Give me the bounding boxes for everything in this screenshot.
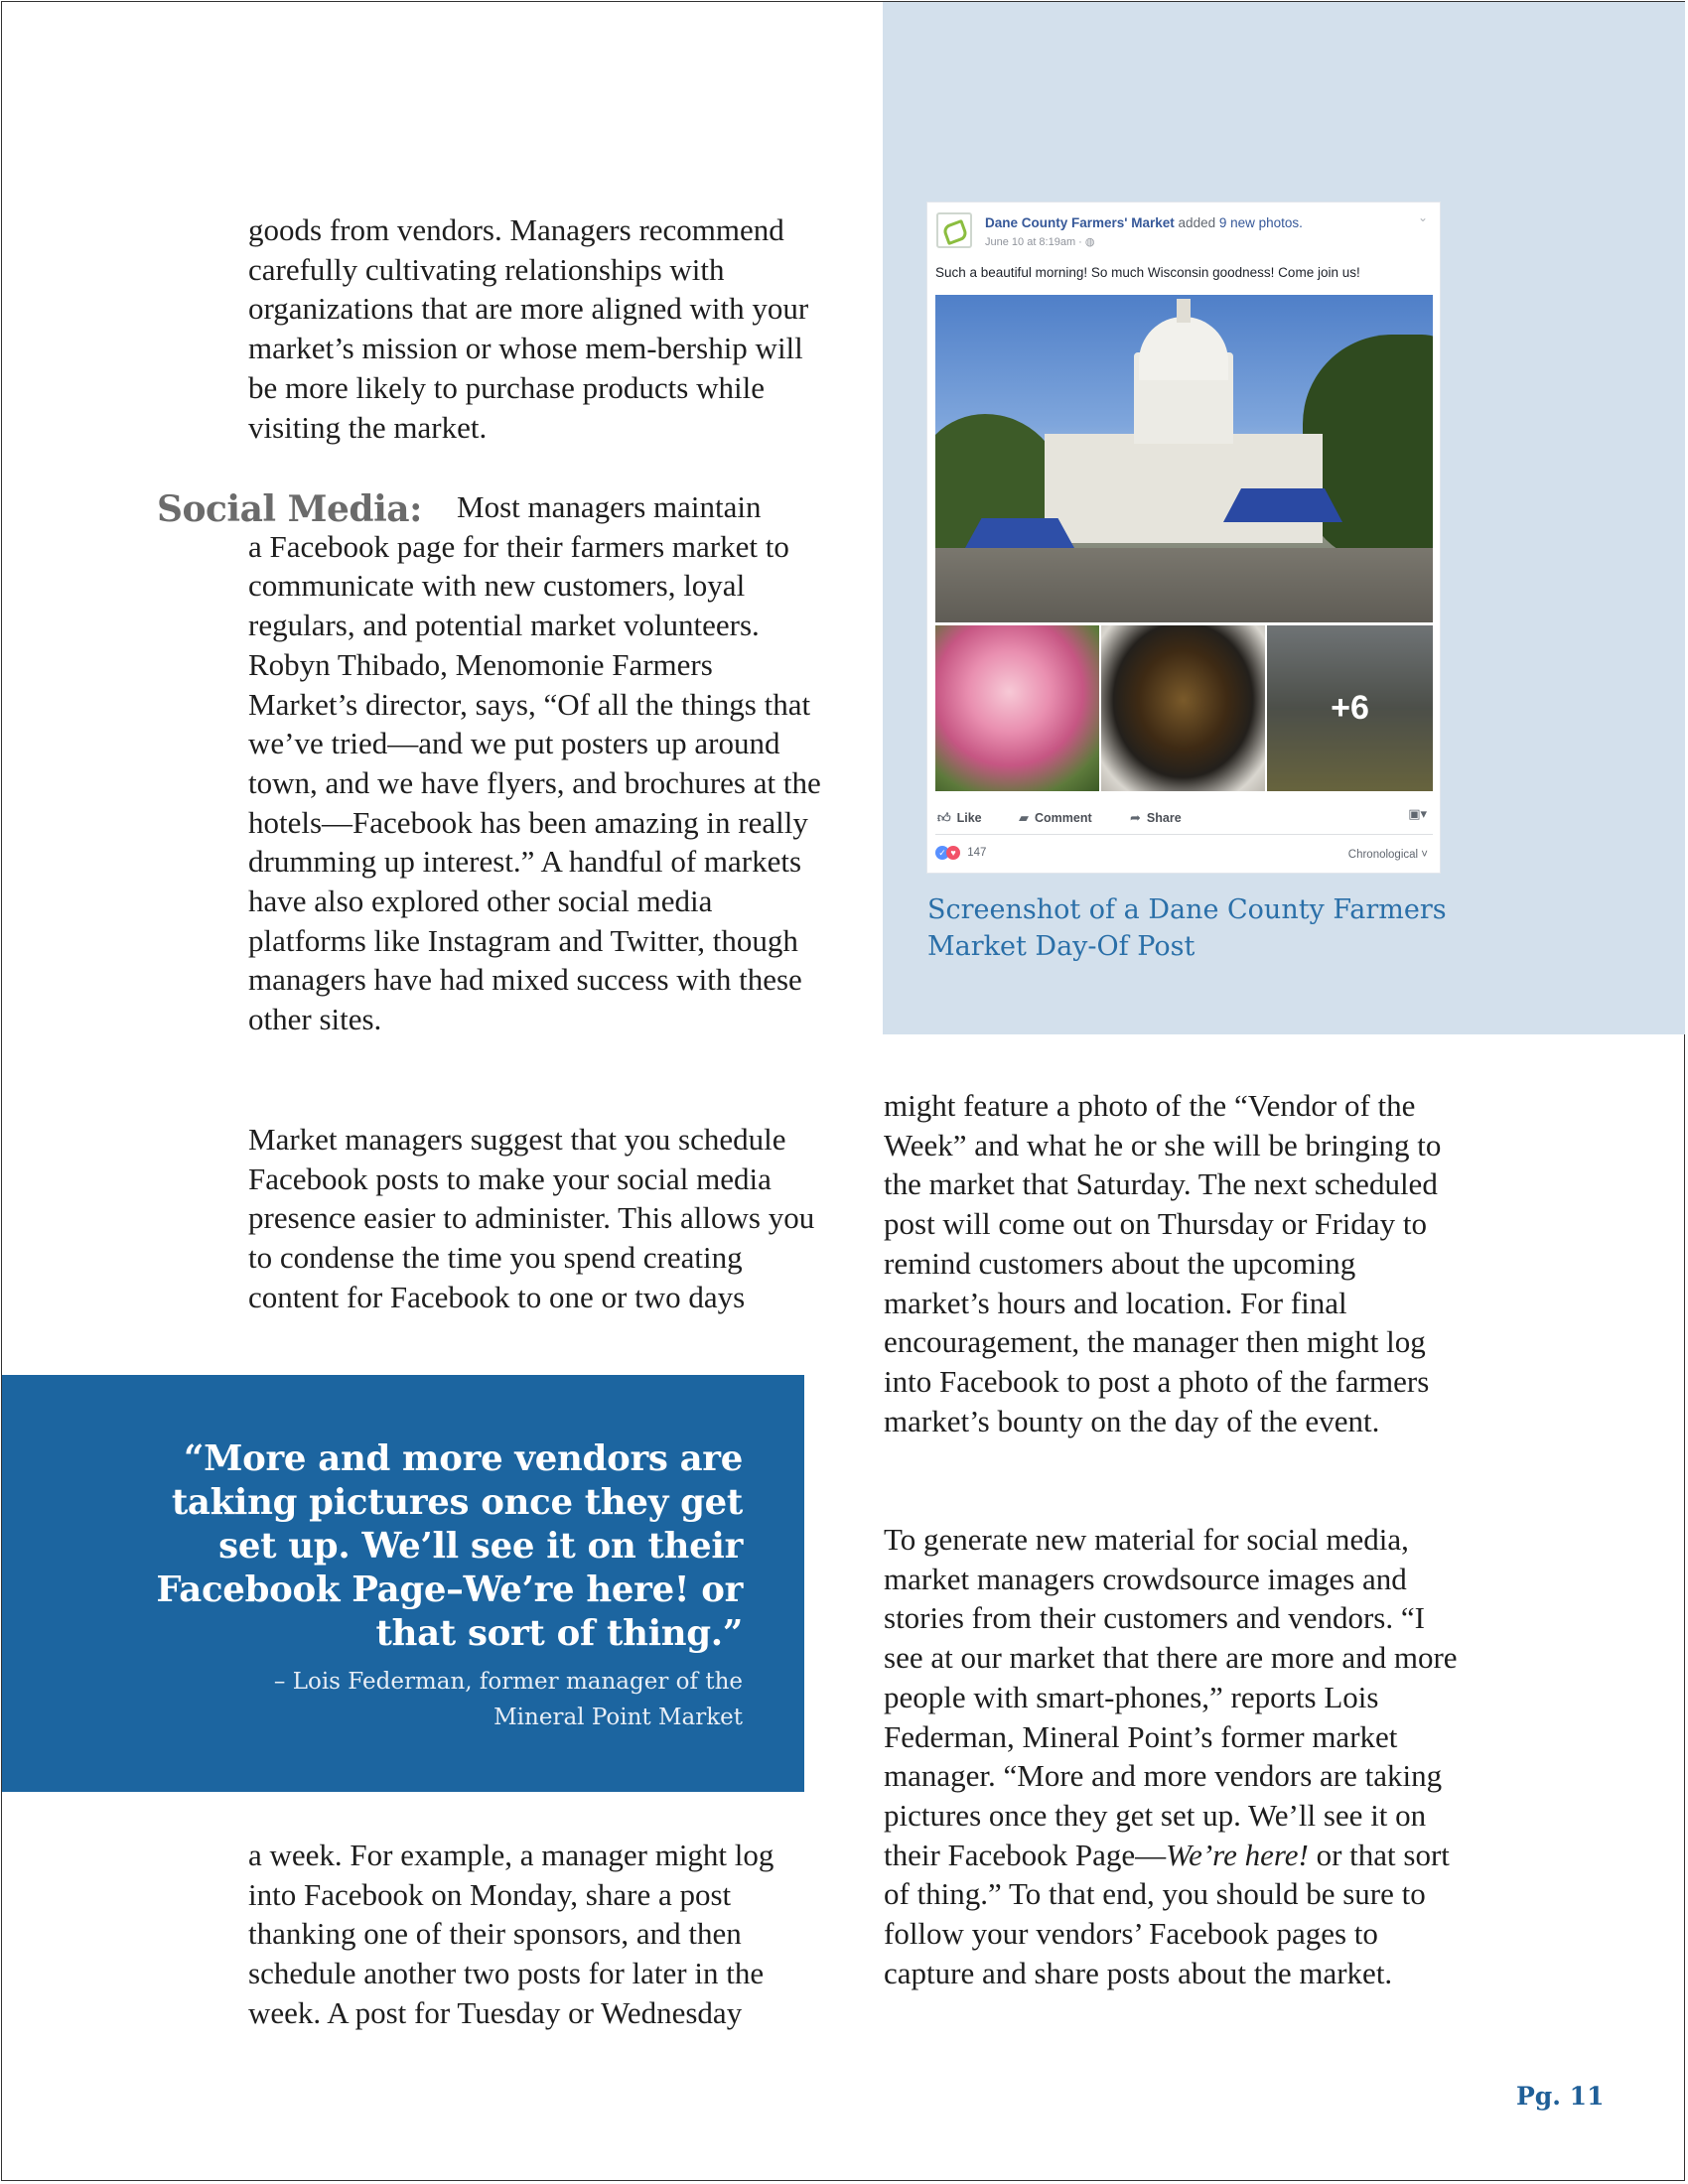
audience-selector-icon: ▣▾ bbox=[1408, 806, 1427, 821]
share-button: ➦ Share bbox=[1130, 810, 1182, 825]
comment-button: ▰ Comment bbox=[1019, 810, 1092, 825]
like-button: 👍︎ Like bbox=[937, 810, 982, 825]
social-media-heading: Social Media: bbox=[157, 488, 422, 530]
attribution-line-1: – Lois Federman, former manager of the bbox=[273, 1669, 743, 1695]
image-caption: Screenshot of a Dane County Farmers Market Day-Of Post bbox=[927, 894, 1447, 962]
photos-link: 9 new photos. bbox=[1218, 215, 1303, 230]
post-message: Such a beautiful morning! So much Wisconsin goodness! Come join us! bbox=[935, 265, 1360, 280]
comment-icon: ▰ bbox=[1019, 810, 1029, 825]
capitol-photo bbox=[935, 295, 1433, 622]
thumbs-up-icon: 👍︎ bbox=[937, 810, 951, 825]
right-paragraph-2-start: To generate new material for social media, market managers crowdsource images and stories from their customers and vendors. “I see at our market that there are more and more people with smart-phones,” reports Lois Federman, Mineral Point’s former market manager. “More and more vendors are taking pictures once they get set up. We’ll see it on their Facebook Page— bbox=[884, 1522, 1458, 1872]
intro-paragraph: goods from vendors. Managers recommend carefully cultivating relationships with organizations that are more aligned with your market’s mission or whose mem-bership will be more likely to purchase products while visiting the market. bbox=[248, 212, 809, 445]
more-photos-count: +6 bbox=[1267, 625, 1433, 791]
food-photo bbox=[1101, 625, 1265, 791]
chevron-down-icon: ⌄ bbox=[1417, 210, 1428, 224]
facebook-post-screenshot bbox=[927, 203, 1440, 873]
reactions-summary bbox=[935, 846, 986, 860]
more-photos-thumbnail bbox=[1267, 625, 1433, 791]
post-actions-bar bbox=[935, 806, 1433, 830]
capitol-dome bbox=[1139, 317, 1228, 380]
plaza-ground bbox=[935, 548, 1433, 622]
market-tent bbox=[1223, 488, 1342, 522]
capitol-cupola bbox=[1177, 299, 1191, 323]
globe-icon: ◍ bbox=[1084, 236, 1095, 248]
schedule-paragraph: Market managers suggest that you schedule Facebook posts to make your social media presence easier to administer. This allows you to condense the time you spend creating content for Facebook to one or two days bbox=[248, 1122, 815, 1314]
like-reaction-icon: ✓ bbox=[935, 846, 949, 860]
share-icon: ➦ bbox=[1130, 810, 1141, 825]
social-media-paragraph bbox=[248, 487, 824, 1039]
comment-sort-selector: Chronological ˅ bbox=[1347, 849, 1428, 861]
right-paragraph-2-end: or that sort of thing.” To that end, you should be sure to follow your vendors’ Facebook pages to capture and share posts about the market. bbox=[884, 1837, 1450, 1990]
peony-photo bbox=[935, 625, 1099, 791]
right-paragraph-2 bbox=[884, 1520, 1460, 1992]
pull-quote-box bbox=[2, 1375, 804, 1792]
italic-quote: We’re here! bbox=[1166, 1837, 1309, 1872]
page-logo-icon bbox=[936, 212, 972, 248]
post-date: June 10 at 8:19am · ◍ bbox=[985, 236, 1095, 248]
pull-quote-text: “More and more vendors are taking pictures once they get set up. We’ll see it on their Facebook Page–We’re here! or that sort of thing.” bbox=[156, 1438, 743, 1654]
week-paragraph: a week. For example, a manager might log into Facebook on Monday, share a post thanking one of their sponsors, and then schedule another two posts for later in the week. A post for Tuesday or Wednesday bbox=[248, 1838, 774, 2030]
market-tent bbox=[965, 518, 1074, 548]
page-name: Dane County Farmers' Market bbox=[985, 215, 1175, 230]
social-paragraph-rest: a Facebook page for their farmers market to communicate with new customers, loyal regulars, and potential market volunteers. Robyn Thibado, Menomonie Farmers Market’s director, says, “Of all the things that we’ve tried—and we put posters up around town, and we have flyers, and brochures at the hotels—Facebook has been amazing in really drumming up interest.” A handful of markets have also explored other social media platforms like Instagram and Twitter, though managers have had mixed success with these other sites. bbox=[248, 528, 821, 1037]
page-number: Pg. 11 bbox=[1516, 2082, 1605, 2111]
post-header bbox=[985, 215, 1303, 230]
love-reaction-icon: ♥ bbox=[946, 846, 960, 860]
reaction-count: 147 bbox=[967, 847, 987, 860]
right-paragraph-1: might feature a photo of the “Vendor of the Week” and what he or she will be bringing to the market that Saturday. The next scheduled post will come out on Thursday or Friday to remind customers about the upcoming market’s hours and location. For final encouragement, the manager then might log into Facebook to post a photo of the farmers market’s bounty on the day of the event. bbox=[884, 1088, 1442, 1438]
social-first-line: Most managers maintain bbox=[457, 489, 762, 524]
attribution-line-2: Mineral Point Market bbox=[493, 1705, 743, 1730]
divider bbox=[935, 834, 1433, 835]
pull-quote-attribution bbox=[127, 1664, 743, 1735]
post-action: added bbox=[1178, 215, 1216, 230]
